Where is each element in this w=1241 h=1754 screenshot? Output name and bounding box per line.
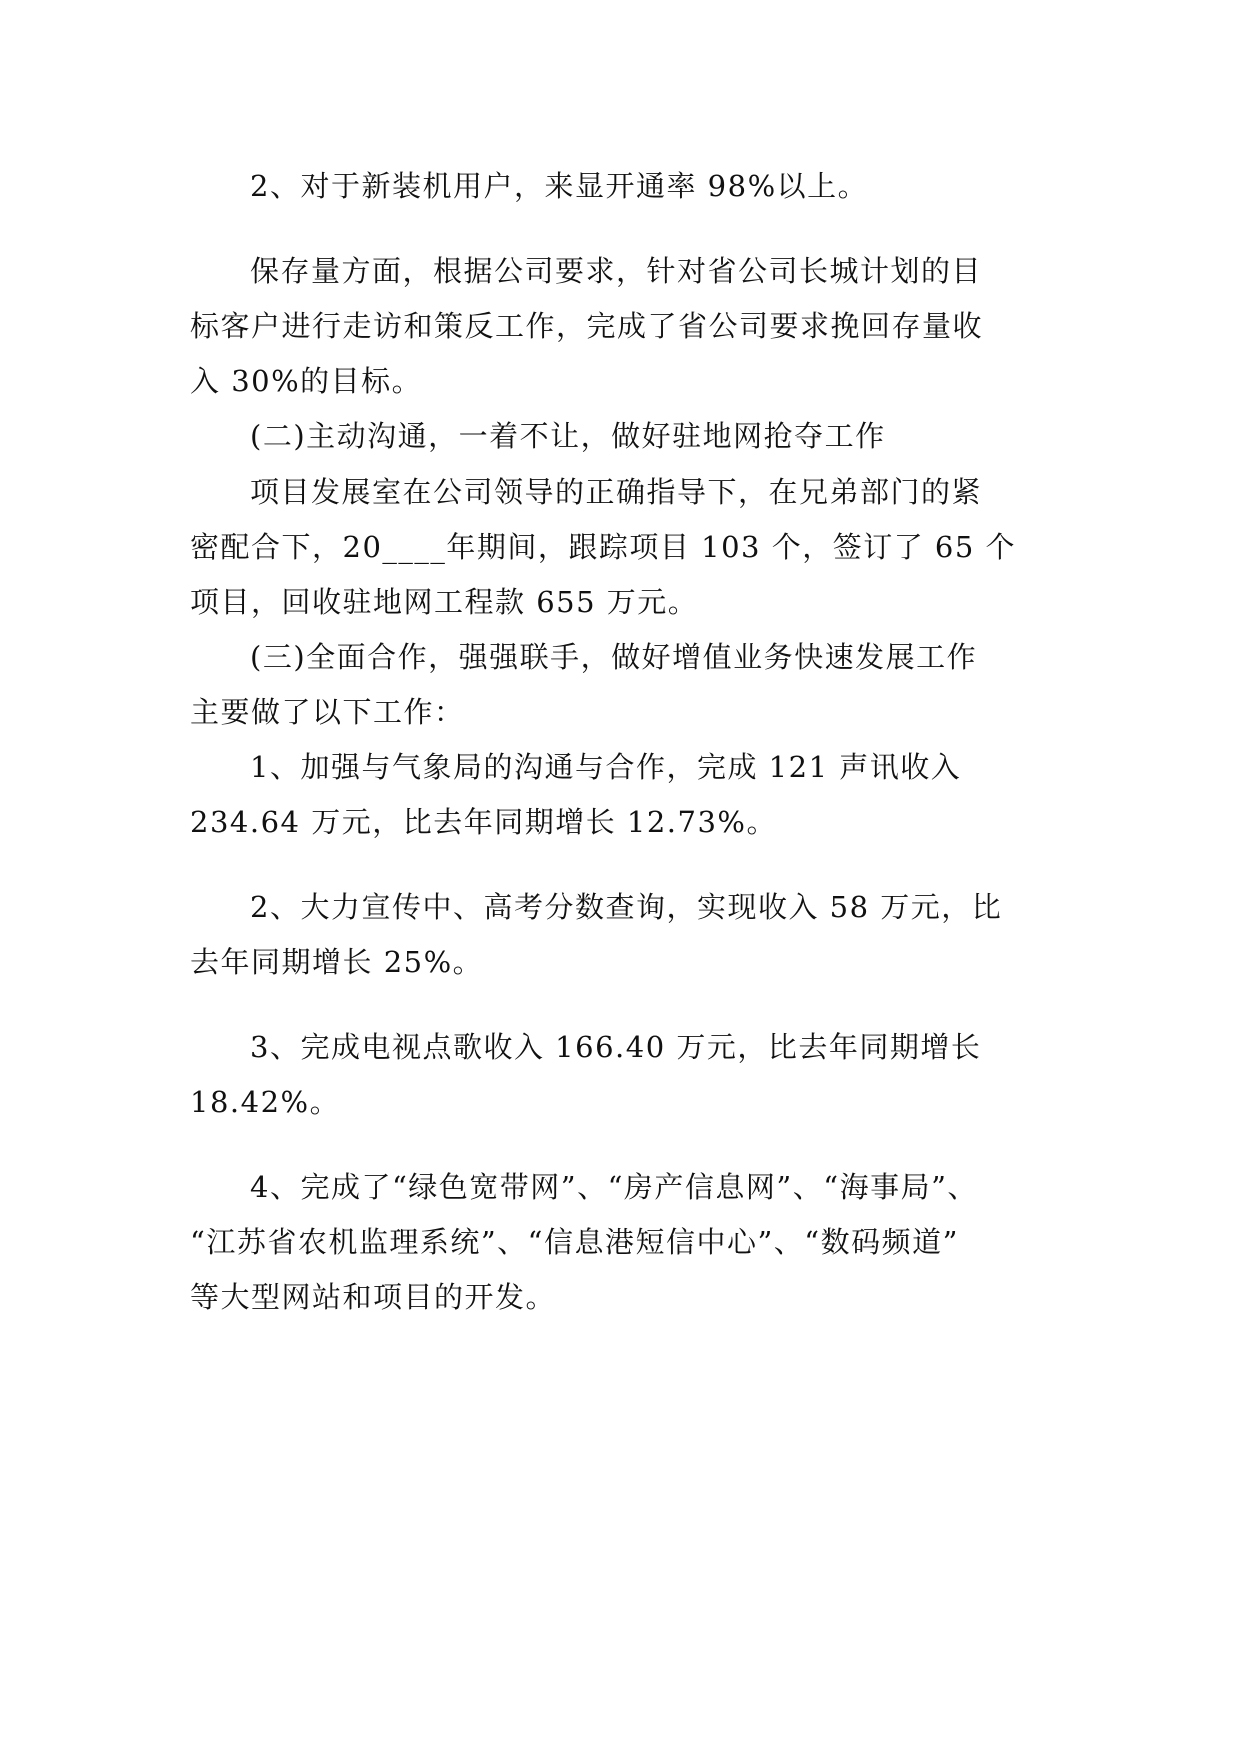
paragraph-line: 密配合下，20____年期间，跟踪项目 103 个，签订了 65 个: [190, 530, 1017, 564]
paragraph-line: 入 30%的目标。: [190, 364, 423, 398]
paragraph-line: 项目发展室在公司领导的正确指导下，在兄弟部门的紧: [250, 475, 983, 509]
paragraph-line: 项目，回收驻地网工程款 655 万元。: [190, 585, 699, 619]
paragraph-line: 等大型网站和项目的开发。: [190, 1280, 557, 1314]
paragraph-line: “江苏省农机监理系统”、“信息港短信中心”、“数码频道”: [190, 1225, 959, 1259]
paragraph-line: 2、大力宣传中、高考分数查询，实现收入 58 万元，比: [250, 890, 1003, 924]
paragraph-line: 去年同期增长 25%。: [190, 945, 484, 979]
paragraph-line: 18.42%。: [190, 1085, 341, 1119]
section-heading: (三)全面合作，强强联手，做好增值业务快速发展工作: [250, 640, 978, 674]
paragraph-line: 标客户进行走访和策反工作，完成了省公司要求挽回存量收: [190, 309, 984, 343]
paragraph-line: 2、对于新装机用户，来显开通率 98%以上。: [250, 169, 869, 203]
paragraph-line: 3、完成电视点歌收入 166.40 万元，比去年同期增长: [250, 1030, 982, 1064]
paragraph-line: 1、加强与气象局的沟通与合作，完成 121 声讯收入: [250, 750, 962, 784]
paragraph-line: 保存量方面，根据公司要求，针对省公司长城计划的目: [250, 254, 983, 288]
paragraph-line: 234.64 万元，比去年同期增长 12.73%。: [190, 805, 777, 839]
paragraph-line: 主要做了以下工作：: [190, 695, 465, 729]
section-heading: (二)主动沟通，一着不让，做好驻地网抢夺工作: [250, 419, 886, 453]
paragraph-line: 4、完成了“绿色宽带网”、“房产信息网”、“海事局”、: [250, 1170, 978, 1204]
